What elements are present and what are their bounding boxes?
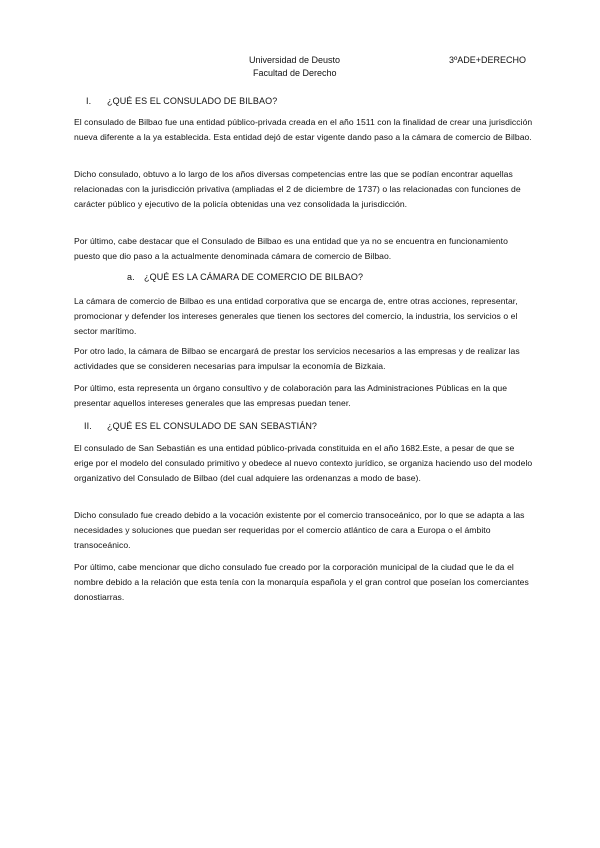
- paragraph: El consulado de San Sebastián es una entidad público-privada constituida en el año 1682.Este, a pesar de que se erige por el modelo del consulado primitivo y obedece al nuevo contexto jurídico, se organiza haciendo uso del modelo organizativo del Consulado de Bilbao (del cual adquiere las ordenanzas a modo de base).: [74, 443, 533, 483]
- section-number: I.: [86, 96, 92, 106]
- paragraph: Por último, cabe mencionar que dicho consulado fue creado por la corporación municipal de la ciudad que le da el nombre debido a la relación que esta tenía con la monarquía española y el gran control que poseían los comerciantes donostiarras.: [74, 562, 529, 602]
- section-title: ¿QUÉ ES EL CONSULADO DE SAN SEBASTIÁN?: [107, 421, 318, 431]
- header-university: Universidad de Deusto: [249, 55, 341, 65]
- paragraph: La cámara de comercio de Bilbao es una entidad corporativa que se encarga de, entre otras acciones, representar, promocionar y defender los intereses generales que tienen los sectores del comercio, la industria, los servicios o el sector marítimo.: [74, 296, 518, 336]
- header-degree: 3ºADE+DERECHO: [449, 55, 527, 65]
- paragraph: El consulado de Bilbao fue una entidad público-privada creada en el año 1511 con la finalidad de crear una jurisdicción nueva diferente a la ya establecida. Esta entidad dejó de estar vigente dando paso a la cámara de comercio de Bilbao.: [74, 117, 533, 142]
- paragraph: Dicho consulado, obtuvo a lo largo de los años diversas competencias entre las que se podían encontrar aquellas relacionadas con la jurisdicción privativa (ampliadas el 2 de diciembre de 1737) o las relacionadas con funciones de carácter público y ejecutivo de la policía obtenidas una vez consolidada la jurisdicción.: [74, 169, 521, 209]
- paragraph: Por otro lado, la cámara de Bilbao se encargará de prestar los servicios necesarios a las empresas y de realizar las actividades que se consideren necesarias para impulsar la economía de Bizkaia.: [74, 346, 520, 371]
- section-title: ¿QUÉ ES EL CONSULADO DE BILBAO?: [107, 96, 278, 106]
- section-number: II.: [84, 421, 92, 431]
- header-faculty: Facultad de Derecho: [253, 68, 337, 78]
- section-number: a.: [127, 272, 135, 282]
- section-title: ¿QUÉ ES LA CÁMARA DE COMERCIO DE BILBAO?: [144, 272, 364, 282]
- paragraph: Por último, cabe destacar que el Consulado de Bilbao es una entidad que ya no se encuentra en funcionamiento puesto que dio paso a la actualmente denominada cámara de comercio de Bilbao.: [74, 236, 508, 261]
- paragraph: Dicho consulado fue creado debido a la vocación existente por el comercio transoceánico, por lo que se adapta a las necesidades y soluciones que puedan ser requeridas por el comercio atlántico de cara a Europa o el ámbito transoceánico.: [74, 510, 525, 550]
- paragraph: Por último, esta representa un órgano consultivo y de colaboración para las Administraciones Públicas en la que presentar aquellos intereses generales que las empresas puedan tener.: [74, 383, 508, 408]
